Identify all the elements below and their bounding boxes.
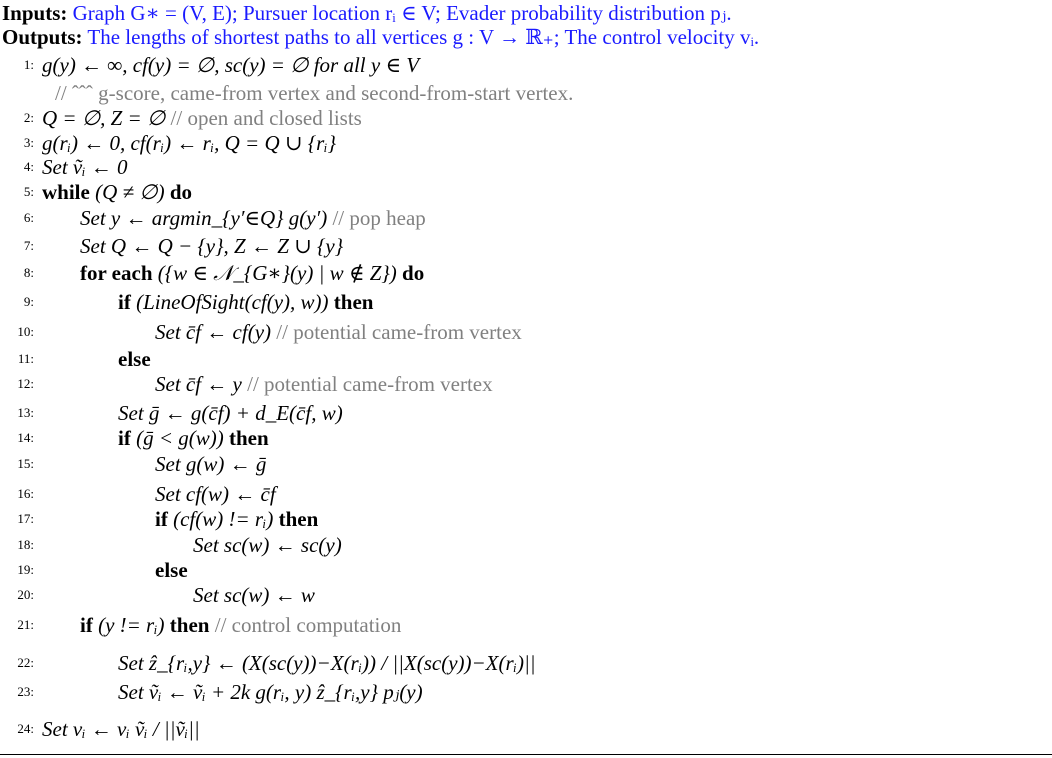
code-text: Set sc(w) ← sc(y) xyxy=(193,533,342,557)
line-number: 23: xyxy=(17,684,34,699)
line-content xyxy=(118,650,536,676)
outputs-text: The lengths of shortest paths to all vertices g : V → ℝ₊; The control velocity vᵢ. xyxy=(87,25,760,49)
keyword: if xyxy=(118,290,131,314)
line-content xyxy=(155,319,522,345)
code-text: ({w ∈ 𝒩_{G∗}(y) | w ∉ Z}) xyxy=(157,261,397,285)
algorithm-line xyxy=(0,481,1052,507)
algorithm-line xyxy=(0,179,1052,205)
algorithm-line xyxy=(0,400,1052,426)
line-content xyxy=(42,130,336,156)
algorithm-line xyxy=(0,319,1052,345)
line-number: 4: xyxy=(23,159,34,174)
line-number: 2: xyxy=(23,110,34,125)
algorithm-line xyxy=(0,425,1052,451)
line-content xyxy=(155,371,493,397)
algorithm-line xyxy=(0,371,1052,397)
algorithm-line xyxy=(0,233,1052,259)
algorithm-line xyxy=(0,506,1052,532)
line-number: 10: xyxy=(17,324,34,339)
inputs-line xyxy=(2,1,732,25)
keyword: do xyxy=(402,261,425,285)
algorithm-line xyxy=(0,582,1052,608)
comment: // pop heap xyxy=(332,206,426,230)
line-number: 18: xyxy=(17,537,34,552)
line-number: 5: xyxy=(23,184,34,199)
algorithm-line xyxy=(0,532,1052,558)
outputs-line xyxy=(2,25,759,49)
code-text: Set cf(w) ← c̄f xyxy=(155,482,276,506)
line-number: 21: xyxy=(17,617,34,632)
code-text: Set vᵢ ← vᵢ ṽᵢ / ||ṽᵢ|| xyxy=(42,717,200,741)
algorithm-line xyxy=(0,716,1052,742)
keyword: else xyxy=(118,347,151,371)
keyword: while xyxy=(42,180,90,204)
code-text: (Q ≠ ∅) xyxy=(95,180,165,204)
line-number: 14: xyxy=(17,430,34,445)
code-text: Set ṽᵢ ← 0 xyxy=(42,155,128,179)
keyword: if xyxy=(80,613,93,637)
comment: // open and closed lists xyxy=(170,106,362,130)
code-text: Set g(w) ← ḡ xyxy=(155,452,267,476)
line-number: 3: xyxy=(23,135,34,150)
line-content xyxy=(80,260,424,286)
line-number: 7: xyxy=(23,238,34,253)
algorithm-line xyxy=(0,52,1052,78)
code-text: g(y) ← ∞, cf(y) = ∅, sc(y) = ∅ for all y ∈ V xyxy=(42,53,420,77)
line-number: 24: xyxy=(17,721,34,736)
line-content xyxy=(155,557,188,583)
comment: // potential came-from vertex xyxy=(247,372,493,396)
code-text: (cf(w) != rᵢ) xyxy=(173,507,274,531)
algorithm-line xyxy=(0,346,1052,372)
code-text: (y != rᵢ) xyxy=(98,613,165,637)
algorithm-line xyxy=(0,80,1052,106)
line-number: 8: xyxy=(23,265,34,280)
keyword: then xyxy=(278,507,319,531)
line-number: 6: xyxy=(23,210,34,225)
keyword: if xyxy=(118,426,131,450)
code-text: Set sc(w) ← w xyxy=(193,583,315,607)
algorithm-line xyxy=(0,451,1052,477)
code-text: (ḡ < g(w)) xyxy=(136,426,224,450)
algorithm-line xyxy=(0,205,1052,231)
line-content xyxy=(118,425,269,451)
algorithm-line xyxy=(0,260,1052,286)
keyword: if xyxy=(155,507,168,531)
line-content xyxy=(193,582,315,608)
line-number: 13: xyxy=(17,405,34,420)
comment: // control computation xyxy=(214,613,402,637)
line-content xyxy=(42,52,419,78)
code-text: Set Q ← Q − {y}, Z ← Z ∪ {y} xyxy=(80,234,344,258)
code-text: Set c̄f ← cf(y) xyxy=(155,320,272,344)
bottom-rule xyxy=(0,754,1052,755)
line-content xyxy=(118,289,373,315)
code-text: g(rᵢ) ← 0, cf(rᵢ) ← rᵢ, Q = Q ∪ {rᵢ} xyxy=(42,131,336,155)
code-text: (LineOfSight(cf(y), w)) xyxy=(136,290,329,314)
keyword: else xyxy=(155,558,188,582)
line-content xyxy=(42,179,192,205)
code-text: Set ẑ_{rᵢ,y} ← (X(sc(y))−X(rᵢ)) / ||X(sc(y))−X(rᵢ)|| xyxy=(118,651,536,675)
code-text: Set ḡ ← g(c̄f) + d_E(c̄f, w) xyxy=(118,401,343,425)
line-number: 20: xyxy=(17,587,34,602)
line-content xyxy=(118,400,343,426)
inputs-label: Inputs: xyxy=(2,1,68,25)
line-content xyxy=(42,716,200,742)
inputs-text: Graph G∗ = (V, E); Pursuer location rᵢ ∈ V; Evader probability distribution pⱼ. xyxy=(72,1,732,25)
algorithm-line xyxy=(0,105,1052,131)
algorithm-line xyxy=(0,612,1052,638)
line-number: 1: xyxy=(23,57,34,72)
line-number: 16: xyxy=(17,486,34,501)
keyword: then xyxy=(333,290,374,314)
line-number: 17: xyxy=(17,511,34,526)
line-content xyxy=(155,481,276,507)
code-text: Set ṽᵢ ← ṽᵢ + 2k g(rᵢ, y) ẑ_{rᵢ,y} pⱼ(y) xyxy=(118,680,423,704)
algorithm-line xyxy=(0,130,1052,156)
line-content xyxy=(55,80,573,106)
line-content xyxy=(118,346,151,372)
line-number: 22: xyxy=(17,655,34,670)
comment: // ˆˆˆ g-score, came-from vertex and second-from-start vertex. xyxy=(55,81,574,105)
keyword: for each xyxy=(80,261,153,285)
algorithm-line xyxy=(0,289,1052,315)
line-content xyxy=(80,233,343,259)
line-content xyxy=(80,205,426,231)
line-content xyxy=(42,105,362,131)
line-content xyxy=(118,679,423,705)
algorithm-line xyxy=(0,154,1052,180)
line-number: 19: xyxy=(17,562,34,577)
line-number: 11: xyxy=(17,351,34,366)
line-content xyxy=(155,451,266,477)
line-number: 15: xyxy=(17,456,34,471)
line-number: 9: xyxy=(23,294,34,309)
keyword: do xyxy=(169,180,193,204)
line-number: 12: xyxy=(17,376,34,391)
comment: // potential came-from vertex xyxy=(276,320,522,344)
code-text: Set c̄f ← y xyxy=(155,372,242,396)
line-content xyxy=(42,154,128,180)
outputs-label: Outputs: xyxy=(2,25,83,49)
algorithm-line xyxy=(0,679,1052,705)
keyword: then xyxy=(169,613,210,637)
algorithm-line xyxy=(0,650,1052,676)
line-content xyxy=(155,506,318,532)
line-content xyxy=(80,612,401,638)
line-content xyxy=(193,532,342,558)
code-text: Set y ← argmin_{y′∈Q} g(y′) xyxy=(80,206,328,230)
keyword: then xyxy=(228,426,269,450)
code-text: Q = ∅, Z = ∅ xyxy=(42,106,166,130)
algorithm-line xyxy=(0,557,1052,583)
